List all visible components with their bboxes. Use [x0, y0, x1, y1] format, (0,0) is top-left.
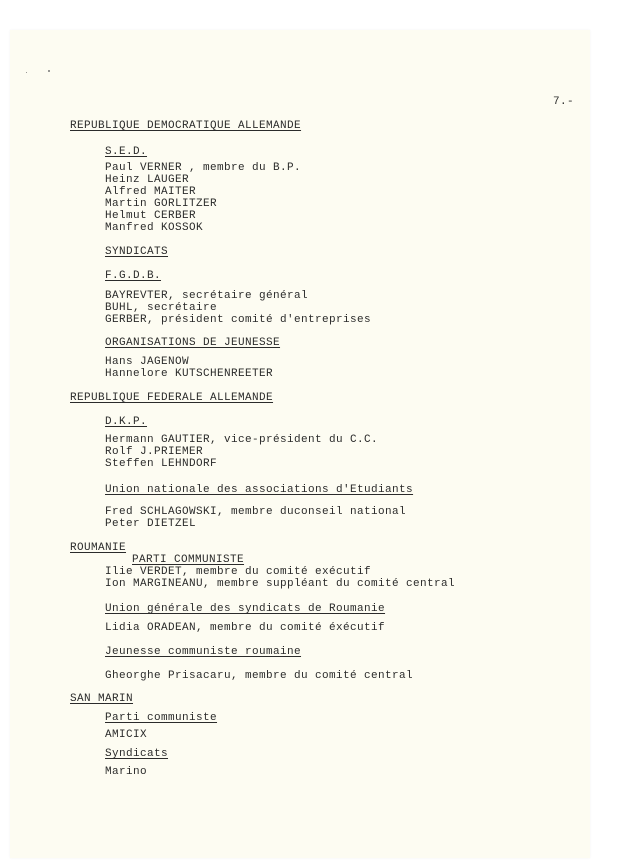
country-heading-rfa: REPUBLIQUE FEDERALE ALLEMANDE — [70, 392, 274, 404]
member-line: Marino — [105, 766, 148, 778]
org-heading-jeunesse-roumaine: Jeunesse communiste roumaine — [105, 646, 302, 658]
org-heading-fgdb: F.G.D.B. — [105, 270, 162, 282]
member-line: Ilie VERDET, membre du comité exécutif — [105, 566, 372, 578]
org-heading-sm-syndicats: Syndicats — [105, 748, 169, 760]
member-line: Heinz LAUGER — [105, 174, 190, 186]
org-heading-jeunesse: ORGANISATIONS DE JEUNESSE — [105, 337, 281, 349]
party-heading-dkp: D.K.P. — [105, 416, 148, 428]
member-line: Martin GORLITZER — [105, 198, 218, 210]
member-line: Rolf J.PRIEMER — [105, 446, 204, 458]
country-heading-san-marin: SAN MARIN — [70, 693, 134, 705]
party-heading-sm-parti: Parti communiste — [105, 712, 218, 724]
member-line: Lidia ORADEAN, membre du comité éxécutif — [105, 622, 386, 634]
org-heading-etudiants: Union nationale des associations d'Etudiants — [105, 484, 414, 496]
member-line: Paul VERNER , membre du B.P. — [105, 162, 302, 174]
member-line: Hermann GAUTIER, vice-président du C.C. — [105, 434, 379, 446]
member-line: Alfred MAITER — [105, 186, 197, 198]
member-line: Peter DIETZEL — [105, 518, 197, 530]
paper-speck — [26, 72, 27, 73]
country-heading-roumanie: ROUMANIE — [70, 542, 127, 554]
country-heading-rda: REPUBLIQUE DEMOCRATIQUE ALLEMANDE — [70, 120, 302, 132]
member-line: AMICIX — [105, 729, 148, 741]
member-line: Hans JAGENOW — [105, 356, 190, 368]
party-heading-parti-communiste: PARTI COMMUNISTE — [132, 554, 245, 566]
member-line: Gheorghe Prisacaru, membre du comité central — [105, 670, 414, 682]
member-line: Steffen LEHNDORF — [105, 458, 218, 470]
member-line: BAYREVTER, secrétaire général — [105, 290, 309, 302]
party-heading-sed: S.E.D. — [105, 146, 148, 158]
member-line: GERBER, président comité d'entreprises — [105, 314, 372, 326]
member-line: Hannelore KUTSCHENREETER — [105, 368, 274, 380]
member-line: Fred SCHLAGOWSKI, membre duconseil national — [105, 506, 407, 518]
member-line: Ion MARGINEANU, membre suppléant du comité central — [105, 578, 456, 590]
section-heading-syndicats: SYNDICATS — [105, 246, 169, 258]
org-heading-syndicats-roumanie: Union générale des syndicats de Roumanie — [105, 603, 386, 615]
member-line: Helmut CERBER — [105, 210, 197, 222]
member-line: BUHL, secrétaire — [105, 302, 218, 314]
page-number: 7.- — [553, 96, 575, 108]
paper-speck — [48, 70, 50, 72]
member-line: Manfred KOSSOK — [105, 222, 204, 234]
